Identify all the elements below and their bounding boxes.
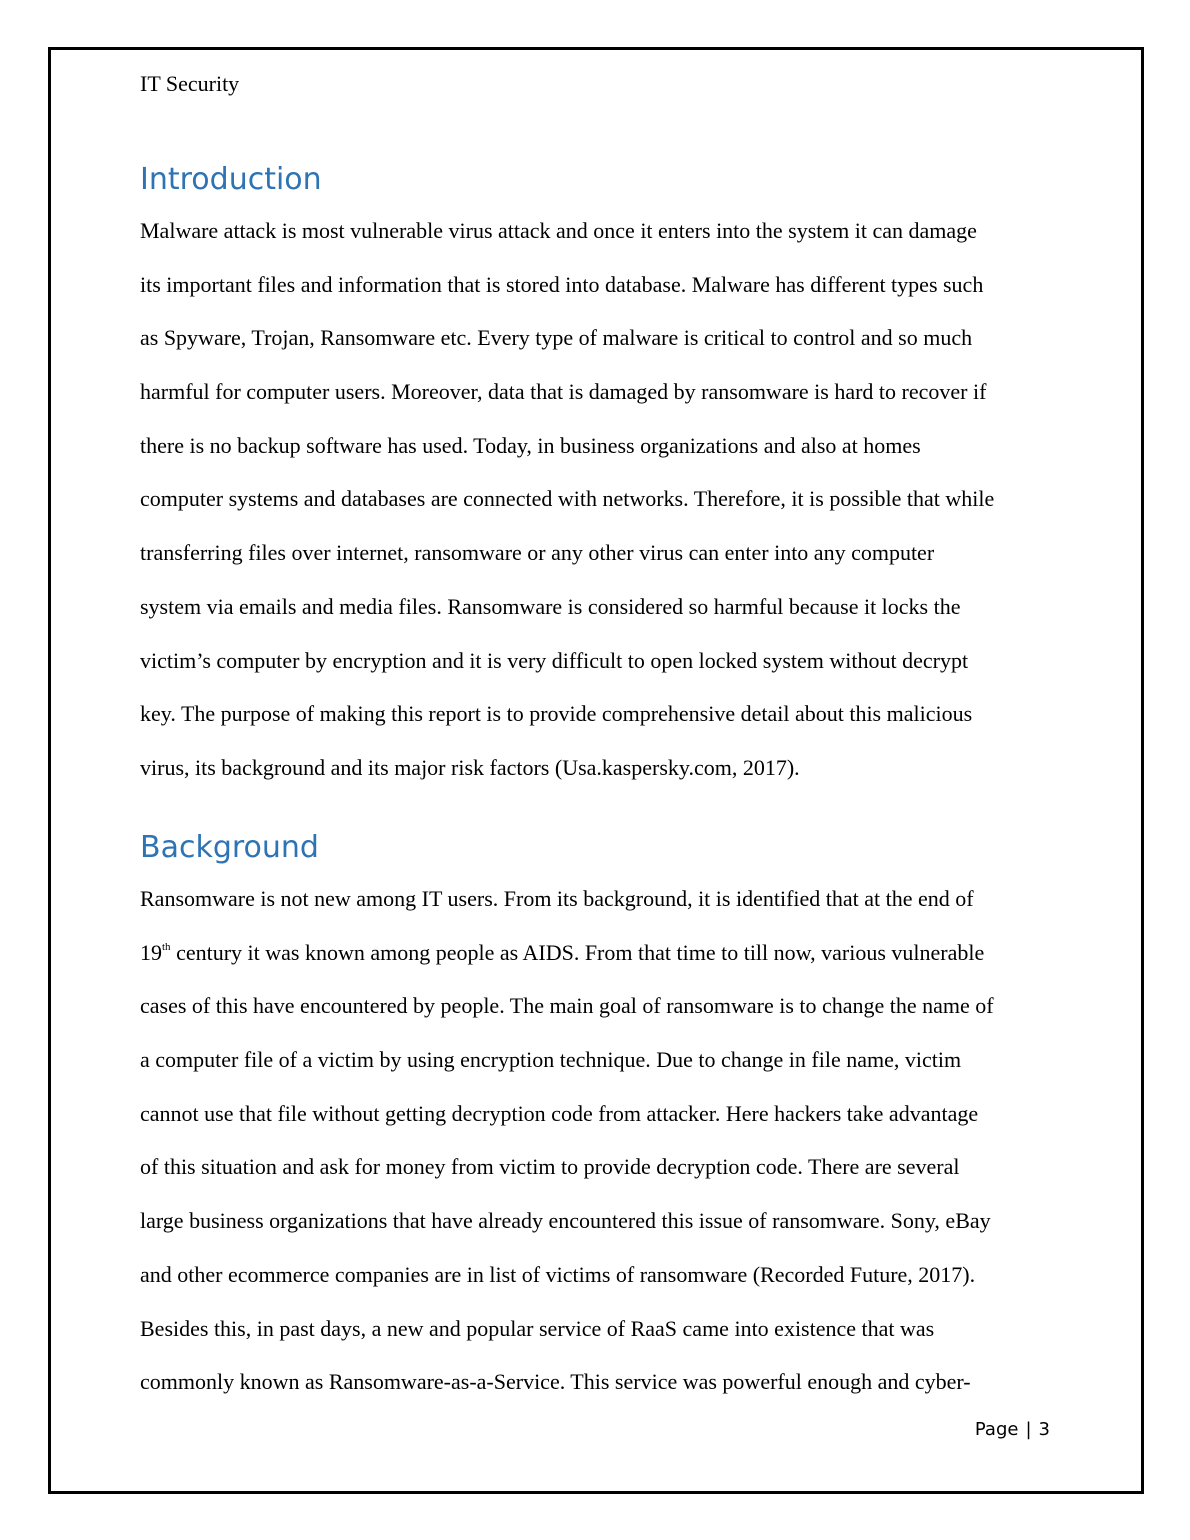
background-heading: Background — [140, 830, 319, 865]
paragraph-line: there is no backup software has used. Today, in business organizations and also at homes — [140, 432, 921, 458]
paragraph-line: large business organizations that have already encountered this issue of ransomware. Sony, eBay — [140, 1208, 991, 1234]
paragraph-line: as Spyware, Trojan, Ransomware etc. Every type of malware is critical to control and so much — [140, 325, 973, 351]
paragraph-line: system via emails and media files. Ransomware is considered so harmful because it locks the — [140, 593, 961, 619]
background-paragraph — [140, 884, 1070, 1421]
page-number: 3 — [1038, 1419, 1050, 1440]
paragraph-line: virus, its background and its major risk factors (Usa.kaspersky.com, 2017). — [140, 754, 800, 780]
paragraph-line: harmful for computer users. Moreover, data that is damaged by ransomware is hard to recover if — [140, 379, 987, 405]
paragraph-line: transferring files over internet, ransomware or any other virus can enter into any computer — [140, 540, 935, 566]
page-separator: | — [1025, 1419, 1032, 1440]
paragraph-line: Ransomware is not new among IT users. From its background, it is identified that at the end of — [140, 886, 974, 911]
ordinal-superscript: th — [162, 941, 171, 954]
paragraph-line: of this situation and ask for money from victim to provide decryption code. There are several — [140, 1154, 960, 1180]
paragraph-line: commonly known as Ransomware-as-a-Service. This service was powerful enough and cyber- — [140, 1369, 971, 1395]
paragraph-line: Besides this, in past days, a new and popular service of RaaS came into existence that was — [140, 1315, 935, 1341]
paragraph-line: cases of this have encountered by people. The main goal of ransomware is to change the name of — [140, 993, 994, 1019]
page-label: Page — [974, 1419, 1019, 1440]
introduction-paragraph — [140, 216, 1070, 807]
line-remainder: century it was known among people as AIDS. From that time to till now, various vulnerable — [170, 939, 985, 965]
paragraph-line: victim’s computer by encryption and it is very difficult to open locked system without decrypt — [140, 647, 969, 673]
paragraph-line: computer systems and databases are connected with networks. Therefore, it is possible that while — [140, 486, 995, 512]
paragraph-line: and other ecommerce companies are in list of victims of ransomware (Recorded Future, 2017). — [140, 1261, 976, 1287]
paragraph-line: a computer file of a victim by using encryption technique. Due to change in file name, victim — [140, 1047, 962, 1073]
paragraph-line: cannot use that file without getting decryption code from attacker. Here hackers take advantage — [140, 1100, 979, 1126]
paragraph-line: Malware attack is most vulnerable virus attack and once it enters into the system it can damage — [140, 218, 977, 243]
paragraph-line-with-superscript — [140, 938, 1070, 992]
paragraph-line: its important files and information that is stored into database. Malware has different types such — [140, 271, 984, 297]
page-footer — [975, 1418, 1050, 1442]
page-header: IT Security — [140, 71, 240, 96]
introduction-heading: Introduction — [140, 162, 322, 197]
paragraph-line: key. The purpose of making this report is to provide comprehensive detail about this malicious — [140, 701, 973, 727]
century-number: 19 — [140, 939, 162, 965]
